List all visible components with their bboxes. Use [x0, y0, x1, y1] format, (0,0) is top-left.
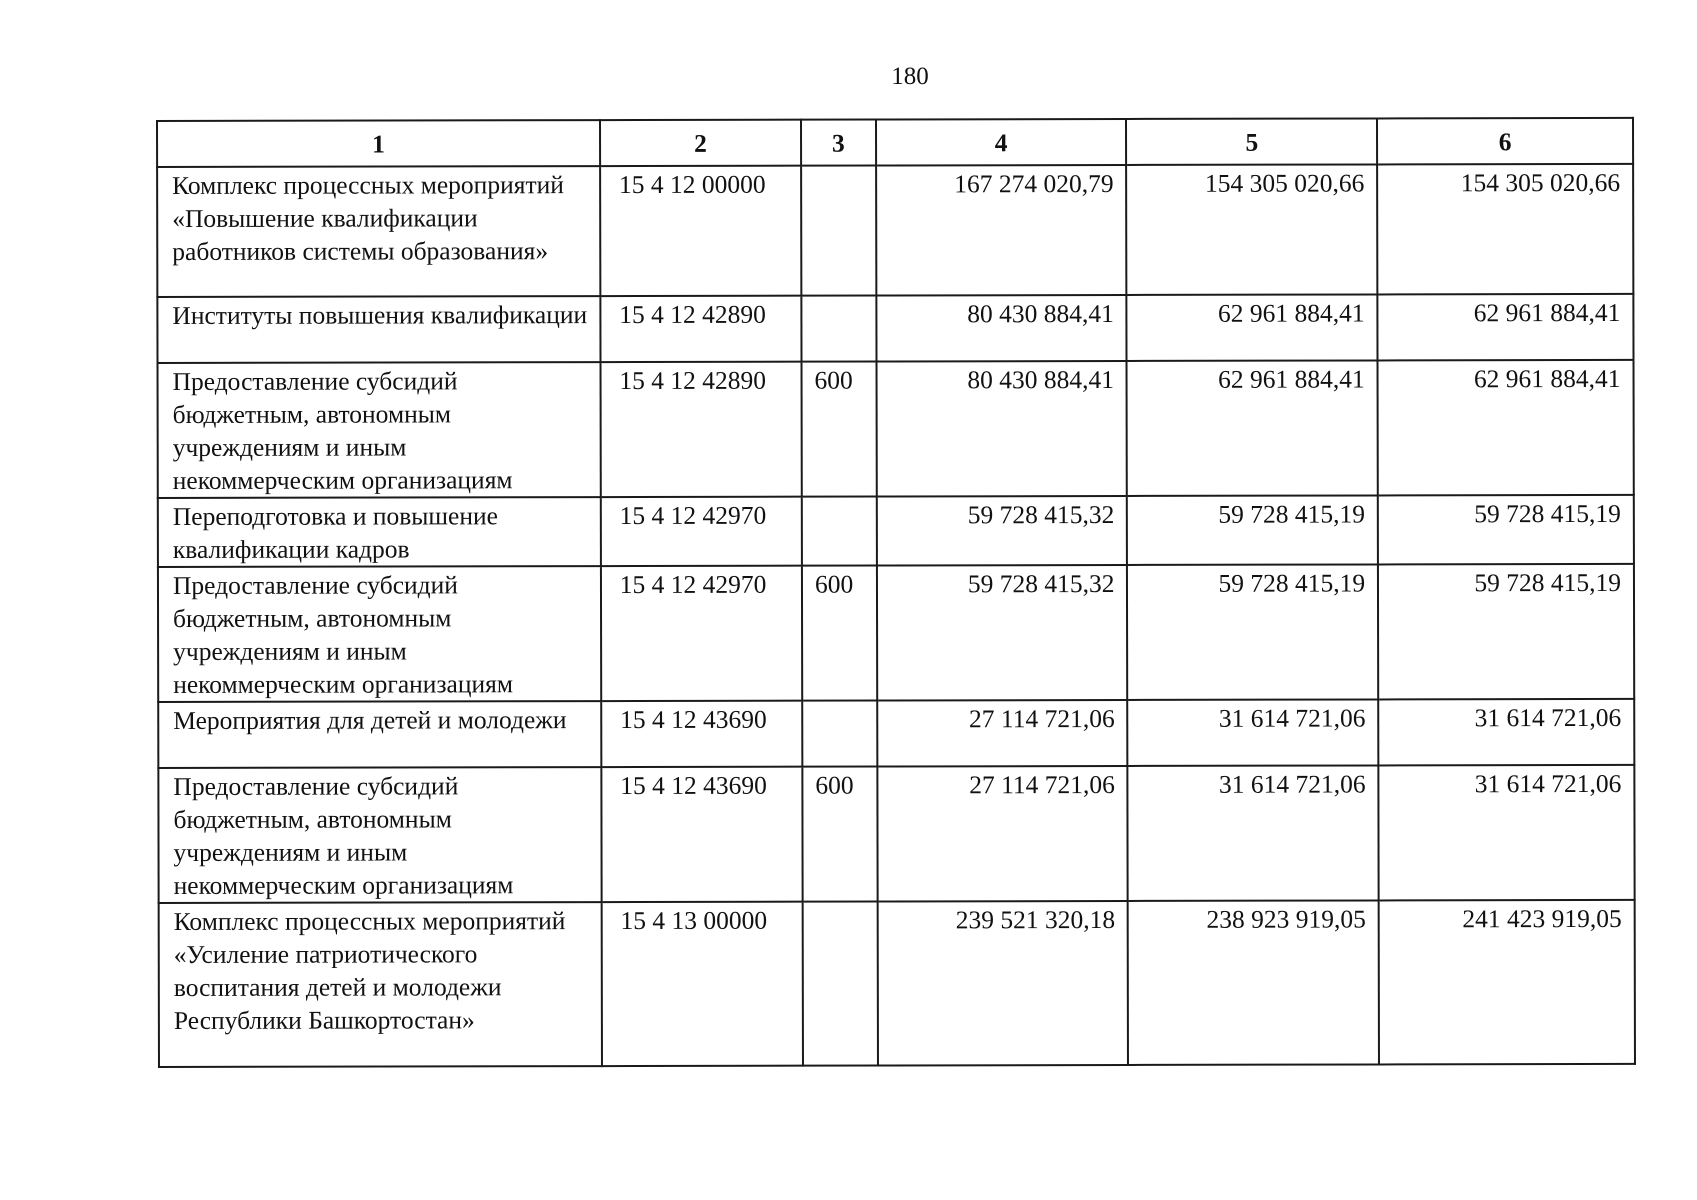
row-name: Институты повышения квалификации	[157, 296, 600, 363]
row-code: 15 4 12 42890	[600, 362, 801, 497]
row-code: 15 4 12 42970	[601, 566, 802, 701]
row-amount-col-5: 154 305 020,66	[1127, 164, 1378, 295]
table-row	[157, 164, 1633, 297]
table-row	[158, 765, 1634, 903]
row-amount-col-4: 80 430 884,41	[876, 295, 1127, 362]
table-row	[158, 495, 1634, 567]
row-amount-col-6: 62 961 884,41	[1378, 360, 1634, 496]
row-code: 15 4 12 42970	[601, 497, 802, 566]
row-expense-type	[801, 295, 876, 361]
row-name: Комплекс процессных мероприятий «Усиление патриотического воспитания детей и молодежи Республики Башкортостан»	[159, 902, 602, 1067]
row-amount-col-6: 62 961 884,41	[1378, 294, 1634, 361]
table-row	[158, 699, 1634, 768]
row-amount-col-6: 59 728 415,19	[1378, 564, 1634, 700]
header-row	[157, 118, 1633, 167]
row-name: Комплекс процессных мероприятий «Повышение квалификации работников системы образования»	[157, 166, 600, 297]
row-amount-col-4: 59 728 415,32	[877, 496, 1128, 566]
row-amount-col-4: 239 521 320,18	[877, 901, 1128, 1066]
row-expense-type	[803, 901, 878, 1065]
row-amount-col-6: 154 305 020,66	[1377, 164, 1633, 295]
header-col-4: 4	[876, 119, 1127, 166]
row-amount-col-5: 31 614 721,06	[1128, 765, 1379, 901]
header-col-3: 3	[801, 119, 876, 165]
page-number: 180	[891, 63, 929, 90]
row-amount-col-4: 59 728 415,32	[877, 565, 1128, 701]
row-amount-col-6: 31 614 721,06	[1379, 765, 1635, 901]
row-amount-col-4: 27 114 721,06	[877, 766, 1128, 902]
row-name: Предоставление субсидий бюджетным, автономным учреждениям и иным некоммерческим организациям	[158, 362, 601, 498]
header-col-1: 1	[157, 120, 600, 167]
row-amount-col-5: 31 614 721,06	[1128, 699, 1379, 766]
row-code: 15 4 12 42890	[600, 296, 801, 362]
row-expense-type: 600	[802, 565, 877, 700]
table-row	[157, 294, 1633, 363]
table-header	[157, 118, 1633, 167]
row-amount-col-6: 241 423 919,05	[1379, 900, 1635, 1065]
table-body	[157, 164, 1635, 1067]
row-amount-col-5: 62 961 884,41	[1127, 360, 1378, 496]
row-code: 15 4 12 43690	[601, 701, 802, 767]
table-row	[158, 360, 1634, 498]
header-col-6: 6	[1377, 118, 1633, 165]
row-expense-type: 600	[801, 361, 876, 496]
row-expense-type	[802, 496, 877, 565]
row-amount-col-6: 31 614 721,06	[1378, 699, 1634, 766]
row-expense-type	[801, 165, 876, 295]
table-row	[158, 564, 1634, 702]
row-amount-col-5: 238 923 919,05	[1128, 900, 1379, 1065]
row-name: Предоставление субсидий бюджетным, автономным учреждениям и иным некоммерческим организациям	[158, 566, 601, 702]
row-code: 15 4 13 00000	[601, 902, 803, 1066]
row-name: Предоставление субсидий бюджетным, автономным учреждениям и иным некоммерческим организациям	[158, 767, 601, 903]
row-amount-col-4: 27 114 721,06	[877, 700, 1128, 767]
budget-table	[156, 117, 1636, 1068]
row-amount-col-5: 59 728 415,19	[1127, 495, 1378, 565]
row-amount-col-4: 167 274 020,79	[876, 165, 1127, 296]
row-name: Переподготовка и повышение квалификации кадров	[158, 497, 601, 567]
row-amount-col-6: 59 728 415,19	[1378, 495, 1634, 565]
row-expense-type: 600	[802, 766, 877, 901]
row-name: Мероприятия для детей и молодежи	[158, 701, 601, 768]
row-amount-col-5: 62 961 884,41	[1127, 294, 1378, 361]
row-expense-type	[802, 700, 877, 766]
row-amount-col-5: 59 728 415,19	[1127, 564, 1378, 700]
row-code: 15 4 12 00000	[600, 166, 801, 296]
header-col-5: 5	[1126, 118, 1377, 165]
row-code: 15 4 12 43690	[601, 767, 802, 902]
table-row	[159, 900, 1635, 1067]
row-amount-col-4: 80 430 884,41	[876, 361, 1127, 497]
header-col-2: 2	[600, 120, 801, 166]
